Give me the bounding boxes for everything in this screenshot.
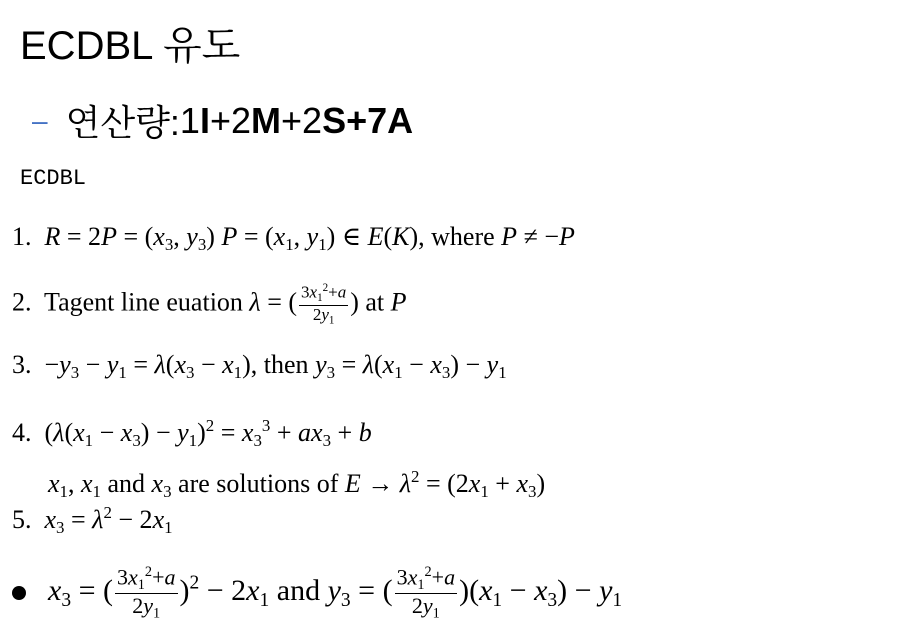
- cost-part: S: [322, 99, 347, 141]
- cost-part: M: [251, 99, 282, 141]
- step-5: 5. $x_3 = \lambda^2 - 2x_1$: [12, 503, 173, 538]
- step-text: then: [263, 350, 309, 379]
- operation-cost-line: [32, 95, 413, 146]
- section-label: ECDBL: [20, 166, 87, 191]
- step-text: Tagent line euation: [44, 287, 243, 317]
- bullet-text: and: [276, 573, 321, 607]
- step-3: 3. $-y_3 - y_1 = \lambda(x_3 - x_1)$, then $y_3 = \lambda(x_1 - x_3) - y_1$: [12, 350, 507, 383]
- slide-title: ECDBL 유도: [20, 24, 241, 68]
- step-number: 5.: [12, 505, 32, 535]
- bullet-dot-icon: [12, 586, 26, 600]
- step-number: 1.: [12, 222, 32, 251]
- cost-part: +7A: [346, 99, 414, 141]
- step-number: 2.: [12, 287, 32, 317]
- step-number: 4.: [12, 418, 32, 448]
- dash-bullet-icon: –: [32, 104, 48, 136]
- step-text: are solutions of: [178, 469, 339, 499]
- cost-part: 1: [179, 99, 200, 141]
- summary-bullet: $x_3$ = ( $\frac{3x_1^2+a}{2y_1}$ )$^2 - 2x_1$ and $y_3$ = ( $\frac{3x_1^2+a}{2y_1}$ )$(x_1 - x_3) - y_1$: [12, 565, 622, 621]
- cost-part: +2: [209, 99, 252, 141]
- step-number: 3.: [12, 350, 32, 379]
- step-text: where: [431, 222, 495, 251]
- step-2: 2. Tagent line euation λ = ( $\frac{3x_1^2+a}{2y_1}$ ) at P: [12, 282, 407, 326]
- step-text: at: [365, 287, 385, 317]
- step-4: 4. $(\lambda(x_1 - x_3) - y_1)^2 = x_3^3 + ax_3 + b$ $x_1$, $x_1$ and $x_3$ are solutions of $E \to \lambda^2 = (2x_1 + x_3)$: [12, 416, 546, 502]
- cost-part: I: [199, 99, 210, 141]
- step-text: and: [107, 469, 146, 499]
- cost-prefix: 연산량:: [65, 102, 180, 143]
- cost-formula: [180, 100, 413, 142]
- step-1: 1. $R = 2P = (x_3$, $y_3$) $P = (x_1$, $y_1$) ∈ E(K), where P ≠ −P: [12, 222, 575, 255]
- cost-part: +2: [281, 99, 323, 141]
